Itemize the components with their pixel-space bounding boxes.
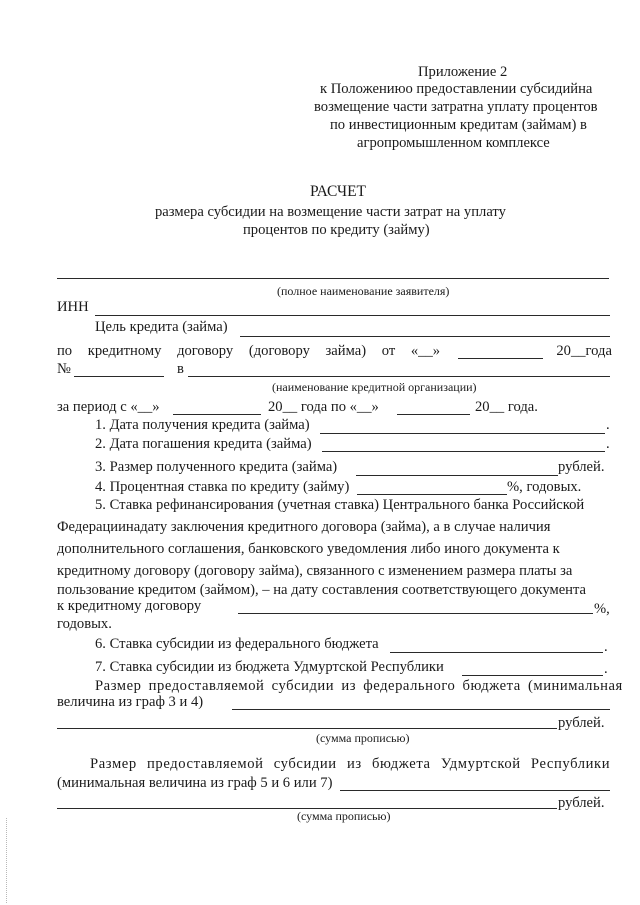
item-5-line-1: 5. Ставка рефинансирования (учетная ставка) Центрального банка Российской (95, 497, 585, 513)
federal-caption: (сумма прописью) (316, 731, 410, 745)
federal-subsidy-field[interactable] (232, 709, 610, 710)
contract-word-credit: кредитному (87, 343, 162, 359)
item-5-line-2: Федерациинадату заключения кредитного договора (займа), а в случае наличия (57, 519, 551, 535)
item-3-field[interactable] (356, 475, 558, 476)
item-4-label: 4. Процентная ставка по кредиту (займу) (95, 479, 350, 495)
contract-word-agreement: договору (177, 343, 234, 359)
period-from-label: за период с «__» (57, 399, 160, 415)
item-2-field[interactable] (322, 451, 605, 452)
item-5-percent: %, (594, 601, 610, 617)
federal-subsidy-line-1: Размер предоставляемой субсидии из федерального бюджета (минимальная (95, 678, 623, 694)
item-2-label: 2. Дата погашения кредита (займа) (95, 436, 312, 452)
item-5-field[interactable] (238, 613, 593, 614)
credit-purpose-label: Цель кредита (займа) (95, 319, 228, 335)
contract-month-field[interactable] (458, 358, 543, 359)
number-sign: № (57, 361, 71, 377)
document-subtitle-1: размера субсидии на возмещение части затрат на уплату (155, 204, 506, 220)
item-7-label: 7. Ставка субсидии из бюджета Удмуртской Республики (95, 659, 444, 675)
contract-date-day[interactable]: «__» (410, 343, 441, 359)
item-4-end: %, годовых. (507, 479, 582, 495)
item-6-end: . (604, 639, 608, 655)
regional-subsidy-line-1: Размер предоставляемой субсидии из бюджета Удмуртской Республики (90, 756, 611, 772)
bank-caption: (наименование кредитной организации) (272, 380, 477, 394)
appendix-line-1: к Положениюо предоставлении субсидийна (320, 81, 593, 97)
document-title: РАСЧЕТ (310, 183, 367, 200)
in-word: в (177, 361, 184, 377)
inn-label: ИНН (57, 299, 89, 315)
item-1-field[interactable] (320, 433, 605, 434)
item-5-end: годовых. (57, 616, 112, 632)
contract-number-field[interactable] (74, 376, 164, 377)
regional-subsidy-line-2: (минимальная величина из граф 5 и 6 или 7) (57, 775, 333, 791)
item-5-line-3: дополнительного соглашения, банковского уведомления либо иного документа к (57, 541, 560, 557)
federal-subsidy-line-2: величина из граф 3 и 4) (57, 694, 204, 710)
item-1-label: 1. Дата получения кредита (займа) (95, 417, 310, 433)
regional-subsidy-field[interactable] (340, 790, 610, 791)
item-4-field[interactable] (357, 494, 507, 495)
item-5-line-5: пользование кредитом (займом), – на дату составления соответствующего документа (57, 582, 587, 598)
item-3-end: рублей. (558, 459, 605, 475)
appendix-line-4: агропромышленном комплексе (357, 135, 550, 151)
credit-purpose-field[interactable] (240, 336, 610, 337)
period-from-month-field[interactable] (173, 414, 261, 415)
appendix-line-3: по инвестиционным кредитам (займам) в (330, 117, 587, 133)
bank-name-field[interactable] (188, 376, 610, 377)
period-end-label: 20__ года. (475, 399, 538, 415)
applicant-caption: (полное наименование заявителя) (277, 284, 450, 298)
inn-field[interactable] (95, 315, 610, 316)
regional-rub: рублей. (558, 795, 605, 811)
contract-word-from: от (381, 343, 396, 359)
contract-year[interactable]: 20__года (556, 343, 612, 359)
document-subtitle-2: процентов по кредиту (займу) (243, 222, 430, 238)
contract-word-loan: займа) (325, 343, 367, 359)
item-5-tail: к кредитному договору (57, 598, 202, 614)
regional-caption: (сумма прописью) (297, 809, 391, 823)
item-1-end: . (606, 417, 610, 433)
appendix-line-2: возмещение части затратна уплату процентов (314, 99, 598, 115)
item-6-field[interactable] (390, 652, 603, 653)
contract-word-po: по (57, 343, 73, 359)
item-7-field[interactable] (462, 675, 603, 676)
item-5-line-4: кредитному договору (договору займа), связанного с изменением размера платы за (57, 563, 573, 579)
scan-edge-marks (6, 818, 8, 903)
federal-amount-words-field[interactable] (57, 728, 557, 729)
period-to-label: 20__ года по «__» (268, 399, 379, 415)
federal-rub: рублей. (558, 715, 605, 731)
contract-word-agreement2: (договору (248, 343, 310, 359)
item-2-end: . (606, 436, 610, 452)
appendix-title: Приложение 2 (418, 64, 508, 80)
item-7-end: . (604, 661, 608, 677)
item-3-label: 3. Размер полученного кредита (займа) (95, 459, 338, 475)
contract-line (57, 344, 612, 359)
applicant-name-line[interactable] (57, 278, 609, 279)
item-6-label: 6. Ставка субсидии из федерального бюджета (95, 636, 379, 652)
period-to-month-field[interactable] (397, 414, 470, 415)
